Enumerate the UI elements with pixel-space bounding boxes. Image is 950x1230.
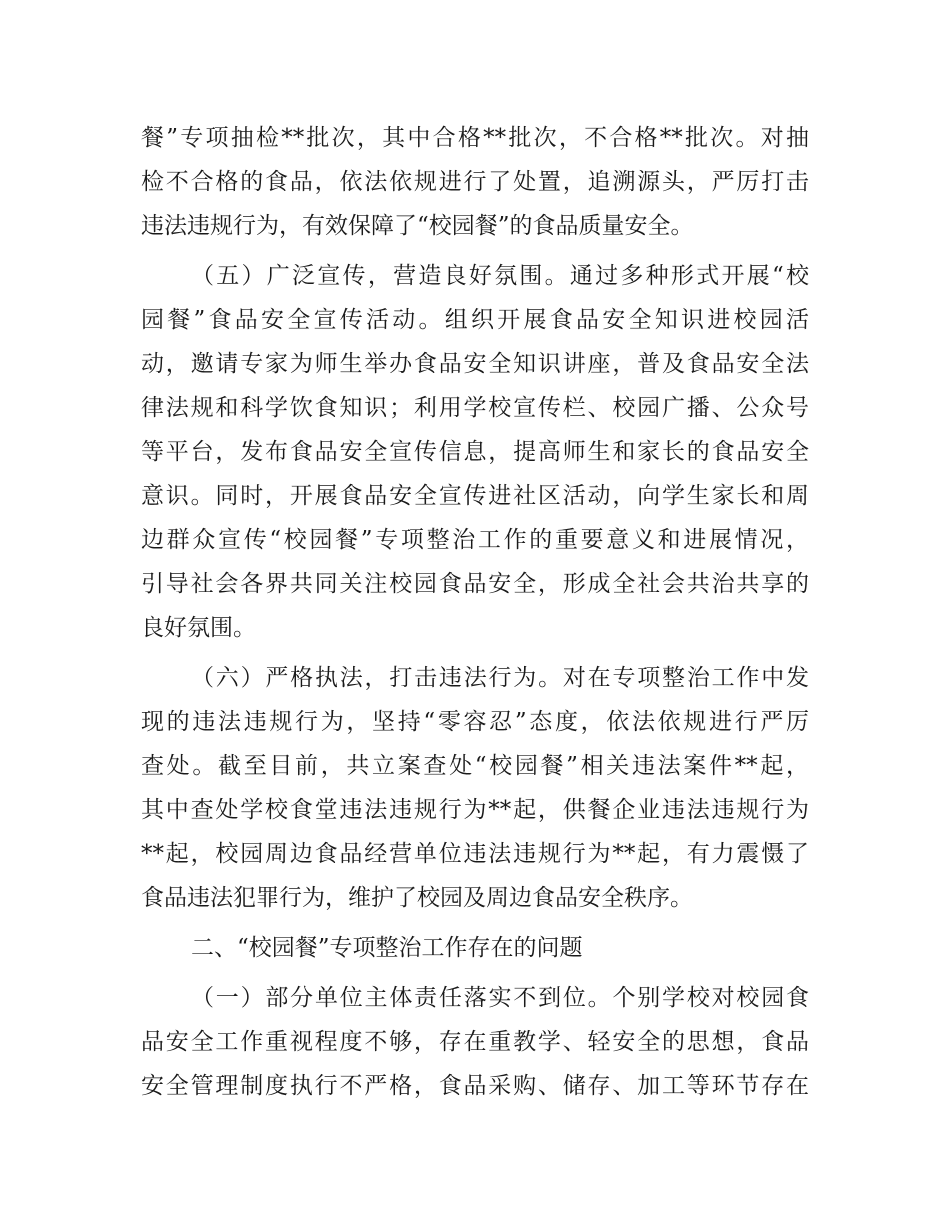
section-heading: 二、“校园餐”专项整治工作存在的问题 xyxy=(191,935,583,961)
text-line: 餐”专项抽检**批次，其中合格**批次，不合格**批次。对抽 xyxy=(141,125,809,151)
text-line: 良好氛围。 xyxy=(141,615,256,641)
text-line: 动，邀请专家为师生举办食品安全知识讲座，普及食品安全法 xyxy=(141,351,809,377)
text-line: 违法违规行为，有效保障了“校园餐”的食品质量安全。 xyxy=(141,213,694,239)
text-line: 品安全工作重视程度不够，存在重教学、轻安全的思想，食品 xyxy=(141,1029,809,1055)
text-line: 现的违法违规行为，坚持“零容忍”态度，依法依规进行严厉 xyxy=(141,709,809,735)
text-line: 边群众宣传“校园餐”专项整治工作的重要意义和进展情况， xyxy=(141,527,809,553)
paragraph-heading-line: （一）部分单位主体责任落实不到位。个别学校对校园食 xyxy=(191,985,809,1011)
text-line: 食品违法犯罪行为，维护了校园及周边食品安全秩序。 xyxy=(141,885,693,911)
paragraph-heading-line: （六）严格执法，打击违法行为。对在专项整治工作中发 xyxy=(191,665,809,691)
text-line: 等平台，发布食品安全宣传信息，提高师生和家长的食品安全 xyxy=(141,439,809,465)
text-line: 意识。同时，开展食品安全宣传进社区活动，向学生家长和周 xyxy=(141,483,809,509)
text-line: 园餐”食品安全宣传活动。组织开展食品安全知识进校园活 xyxy=(141,307,809,333)
text-line: **起，校园周边食品经营单位违法违规行为**起，有力震慑了 xyxy=(141,841,809,867)
paragraph-heading-line: （五）广泛宣传，营造良好氛围。通过多种形式开展“校 xyxy=(191,263,809,289)
text-line: 其中查处学校食堂违法违规行为**起，供餐企业违法违规行为 xyxy=(141,797,809,823)
text-line: 引导社会各界共同关注校园食品安全，形成全社会共治共享的 xyxy=(141,571,809,597)
text-line: 安全管理制度执行不严格，食品采购、储存、加工等环节存在 xyxy=(141,1073,809,1099)
text-line: 律法规和科学饮食知识；利用学校宣传栏、校园广播、公众号 xyxy=(141,395,809,421)
text-line: 查处。截至目前，共立案查处“校园餐”相关违法案件**起， xyxy=(141,753,809,779)
text-line: 检不合格的食品，依法依规进行了处置，追溯源头，严厉打击 xyxy=(141,169,809,195)
